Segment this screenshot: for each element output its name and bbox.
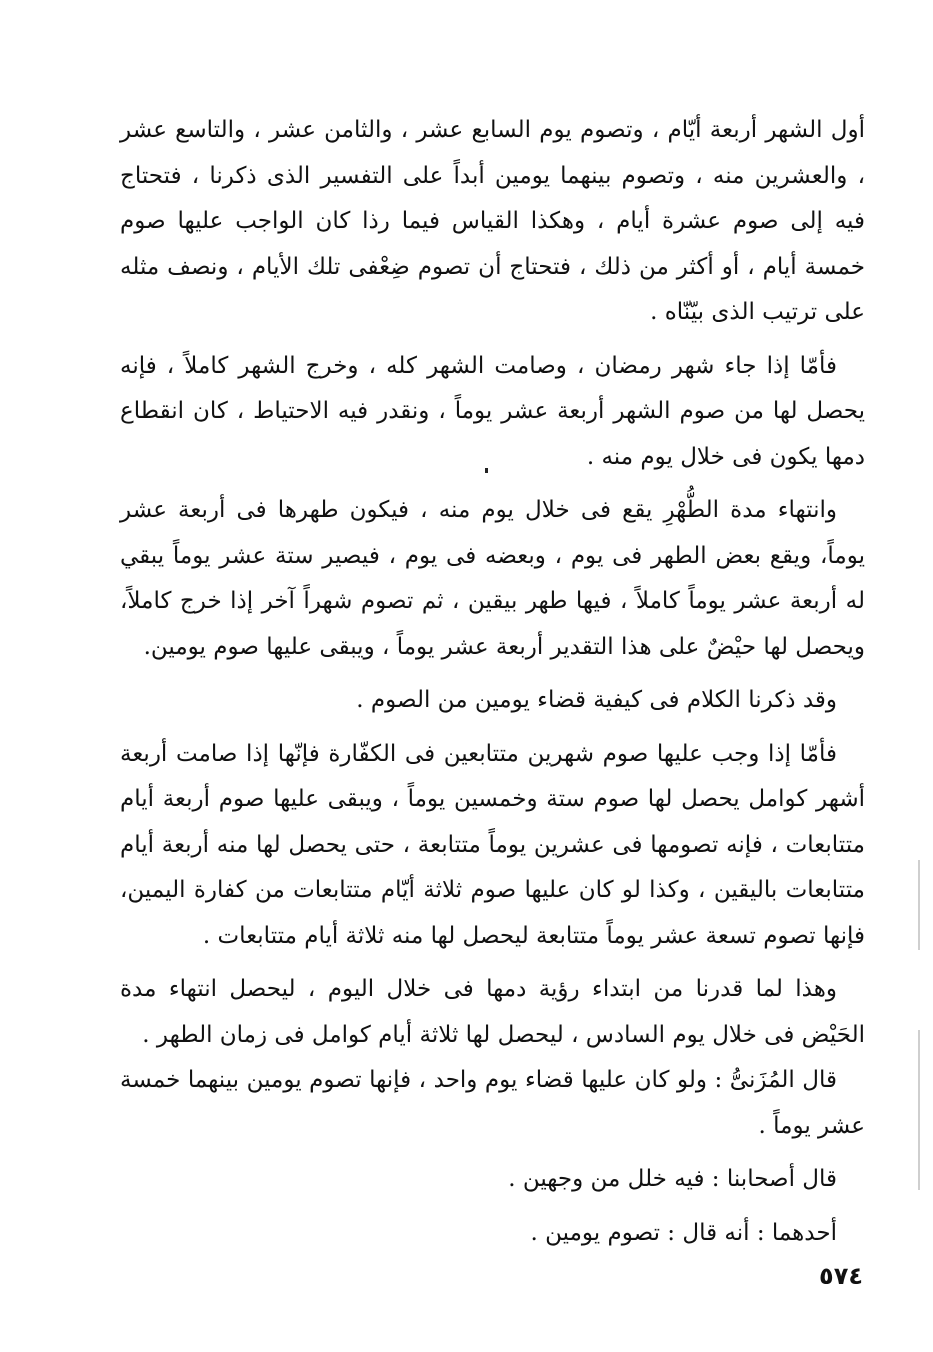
- paragraph-9: أحدهما : أنه قال : تصوم يومين .: [530, 1219, 837, 1246]
- paragraph-2: فأمّا إذا جاء شهر رمضان ، وصامت الشهر كله ، وخرج الشهر كاملاً ، فإنه يحصل لها من صوم الشهر أربعة عشر يوماً ، ونقدر فيه الاحتياط ، كان انقطاع دمها يكون فى خلال يوم منه .: [120, 352, 865, 470]
- paragraph-6: وهذا لما قدرنا من ابتداء رؤية دمها فى خلال اليوم ، ليحصل انتهاء مدة الحَيْض فى خلال يوم السادس ، ليحصل لها ثلاثة أيام كوامل فى زمان الطهر .: [120, 976, 865, 1048]
- paragraph-3: وانتهاء مدة الطُّهْرِ يقع فى خلال يوم منه ، فيكون طهرها فى أربعة عشر يوماً، ويقع بعض الطهر فى يوم ، وبعضه فى يوم ، فيصير ستة عشر يوماً يبقي له أربعة عشر يوماً كاملاً ، فيها طهر بيقين ، ثم تصوم شهراً آخر إذا خرج كاملاً، ويحصل لها حيْضٌ على هذا التقدير أربعة عشر يوماً ، ويبقى عليها صوم يومين.: [120, 497, 865, 660]
- scan-edge-mark: [918, 1030, 920, 1190]
- paragraph-4: وقد ذكرنا الكلام فى كيفية قضاء يومين من الصوم .: [356, 687, 837, 713]
- paragraph-1: أول الشهر أربعة أيّام ، وتصوم يوم السابع عشر ، والثامن عشر ، والتاسع عشر ، والعشرين منه ، وتصوم بينهما يومين أبداً على التفسير الذى ذكرنا ، فتحتاج فيه إلى صوم عشرة أيام ، وهكذا القياس فيما رذا كان الواجب عليها صوم خمسة أيام ، أو أكثر من ذلك ، فتحتاج أن تصوم ضِعْفى تلك الأيام ، ونصف مثله على ترتيب الذى بيّنّاه .: [120, 117, 865, 325]
- page-body-text: [120, 108, 865, 1256]
- scan-speck: [485, 468, 488, 473]
- paragraph-8: قال أصحابنا : فيه خلل من وجهين .: [508, 1166, 837, 1192]
- scan-edge-mark: [918, 860, 920, 950]
- paragraph-5: فأمّا إذا وجب عليها صوم شهرين متتابعين فى الكفّارة فإنّها إذا صامت أربعة أشهر كوامل يحصل لها صوم ستة وخمسين يوماً ، ويبقى عليها صوم أربعة أيام متتابعات ، فإنه تصومها فى عشرين يوماً متتابعة ، حتى يحصل لها منه أربعة أيام متتابعات باليقين ، وكذا لو كان عليها صوم ثلاثة أيّام متتابعات من كفارة اليمين، فإنها تصوم تسعة عشر يوماً متتابعة ليحصل لها منه ثلاثة أيام متتابعات .: [120, 740, 865, 949]
- paragraph-7: قال المُزَنىُّ : ولو كان عليها قضاء يوم واحد ، فإنها تصوم يومين بينهما خمسة عشر يوماً .: [120, 1067, 865, 1139]
- page-number: ٥٧٤: [819, 1262, 863, 1290]
